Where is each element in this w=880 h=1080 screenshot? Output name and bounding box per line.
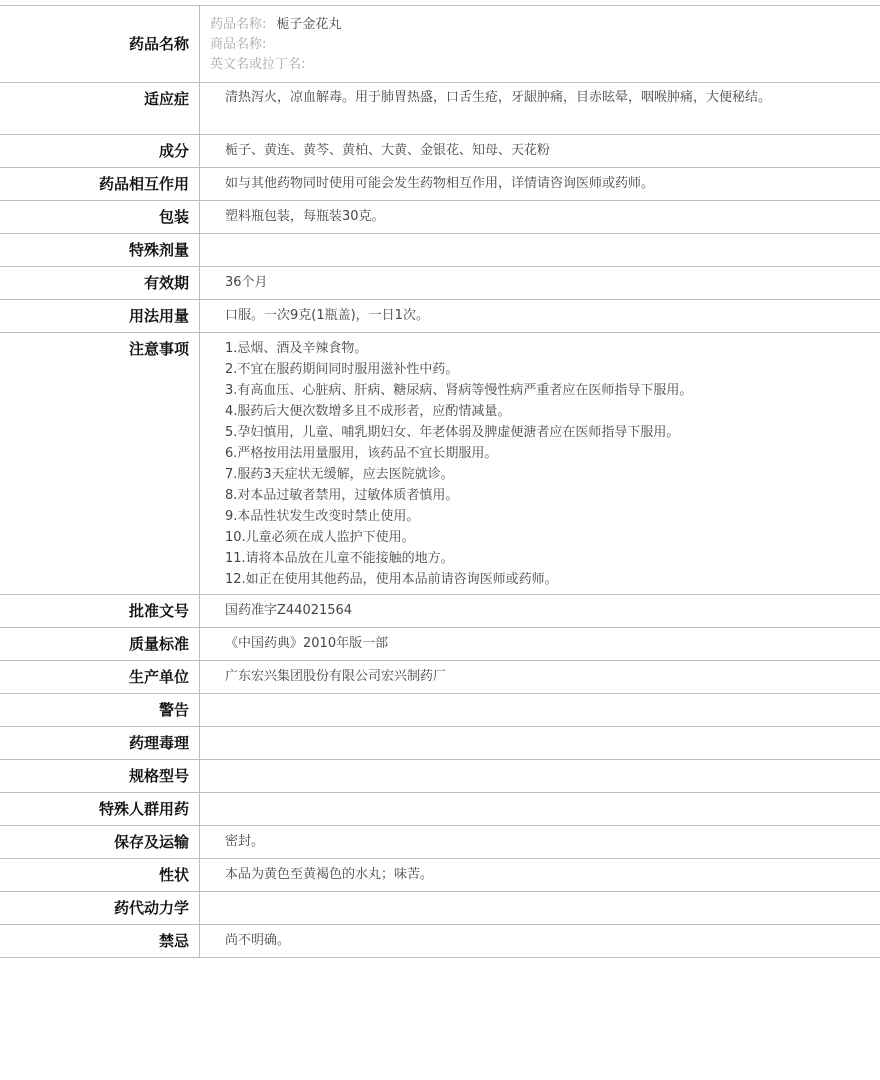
row-value [200,694,880,726]
row-value: 尚不明确。 [225,933,291,948]
row-label: 包装 [0,201,200,233]
row-value: 国药准字Z44021564 [225,603,353,618]
row-label: 注意事项 [0,333,200,594]
row-value: 广东宏兴集团股份有限公司宏兴制药厂 [225,669,447,684]
row-contraindications [0,925,880,958]
english-name-key: 英文名或拉丁名: [210,57,306,72]
row-pharmacokinetics [0,892,880,925]
row-label: 生产单位 [0,661,200,693]
trade-name-key: 商品名称: [210,37,267,52]
row-value: 如与其他药物同时使用可能会发生药物相互作用，详情请咨询医师或药师。 [225,176,655,191]
row-value [200,892,880,924]
list-item: 6.严格按用法用量服用，该药品不宜长期服用。 [225,446,498,461]
row-value [200,793,880,825]
drug-name-key: 药品名称: [210,17,267,32]
row-special-dosage [0,234,880,267]
row-value: 塑料瓶包装，每瓶装30克。 [225,209,385,224]
row-label: 药理毒理 [0,727,200,759]
row-interactions [0,168,880,201]
row-label: 药代动力学 [0,892,200,924]
row-label: 药品相互作用 [0,168,200,200]
row-appearance [0,859,880,892]
list-item: 2.不宜在服药期间同时服用滋补性中药。 [225,362,459,377]
row-validity [0,267,880,300]
list-item: 1.忌烟、酒及辛辣食物。 [225,341,368,356]
drug-info-table [0,5,880,958]
drug-name-line [210,15,870,35]
row-precautions [0,333,880,595]
row-value [200,727,880,759]
row-pharmacology [0,727,880,760]
row-value: 口服。一次9克(1瓶盖)，一日1次。 [225,308,429,323]
list-item: 12.如正在使用其他药品，使用本品前请咨询医师或药师。 [225,572,558,587]
list-item: 4.服药后大便次数增多且不成形者，应酌情减量。 [225,404,511,419]
row-value: 《中国药典》2010年版一部 [225,636,389,651]
row-label: 禁忌 [0,925,200,957]
row-special-groups [0,793,880,826]
row-specification [0,760,880,793]
drug-name-value: 栀子金花丸 [276,17,342,32]
row-value: 本品为黄色至黄褐色的水丸；味苦。 [225,867,434,882]
row-label: 规格型号 [0,760,200,792]
row-label: 药品名称 [0,6,200,82]
english-name-line [210,55,870,75]
product-names-cell [200,6,880,82]
row-label: 用法用量 [0,300,200,332]
row-label: 特殊剂量 [0,234,200,266]
row-manufacturer [0,661,880,694]
row-ingredients [0,135,880,168]
row-label: 警告 [0,694,200,726]
row-product-names [0,6,880,83]
list-item: 5.孕妇慎用，儿童、哺乳期妇女、年老体弱及脾虚便溏者应在医师指导下服用。 [225,425,680,440]
row-value: 栀子、黄连、黄芩、黄柏、大黄、金银花、知母、天花粉 [225,143,551,158]
row-value: 密封。 [225,834,265,849]
row-value: 36个月 [225,275,268,290]
list-item: 7.服药3天症状无缓解，应去医院就诊。 [225,467,454,482]
row-usage [0,300,880,333]
row-packaging [0,201,880,234]
row-value [200,234,880,266]
row-label: 特殊人群用药 [0,793,200,825]
row-label: 性状 [0,859,200,891]
list-item: 11.请将本品放在儿童不能接触的地方。 [225,551,454,566]
trade-name-line [210,35,870,55]
row-label: 适应症 [0,83,200,134]
row-label: 质量标准 [0,628,200,660]
row-approval [0,595,880,628]
list-item: 3.有高血压、心脏病、肝病、糖尿病、肾病等慢性病严重者应在医师指导下服用。 [225,383,693,398]
row-label: 有效期 [0,267,200,299]
row-label: 成分 [0,135,200,167]
row-warning [0,694,880,727]
row-label: 批准文号 [0,595,200,627]
row-value [200,760,880,792]
list-item: 8.对本品过敏者禁用，过敏体质者慎用。 [225,488,459,503]
row-label: 保存及运输 [0,826,200,858]
row-indications [0,83,880,135]
precautions-list [200,333,880,594]
row-standard [0,628,880,661]
row-storage [0,826,880,859]
row-value: 清热泻火，凉血解毒。用于肺胃热盛，口舌生疮，牙龈肿痛，目赤眩晕，咽喉肿痛，大便秘结。 [225,90,772,105]
list-item: 10.儿童必须在成人监护下使用。 [225,530,415,545]
list-item: 9.本品性状发生改变时禁止使用。 [225,509,420,524]
